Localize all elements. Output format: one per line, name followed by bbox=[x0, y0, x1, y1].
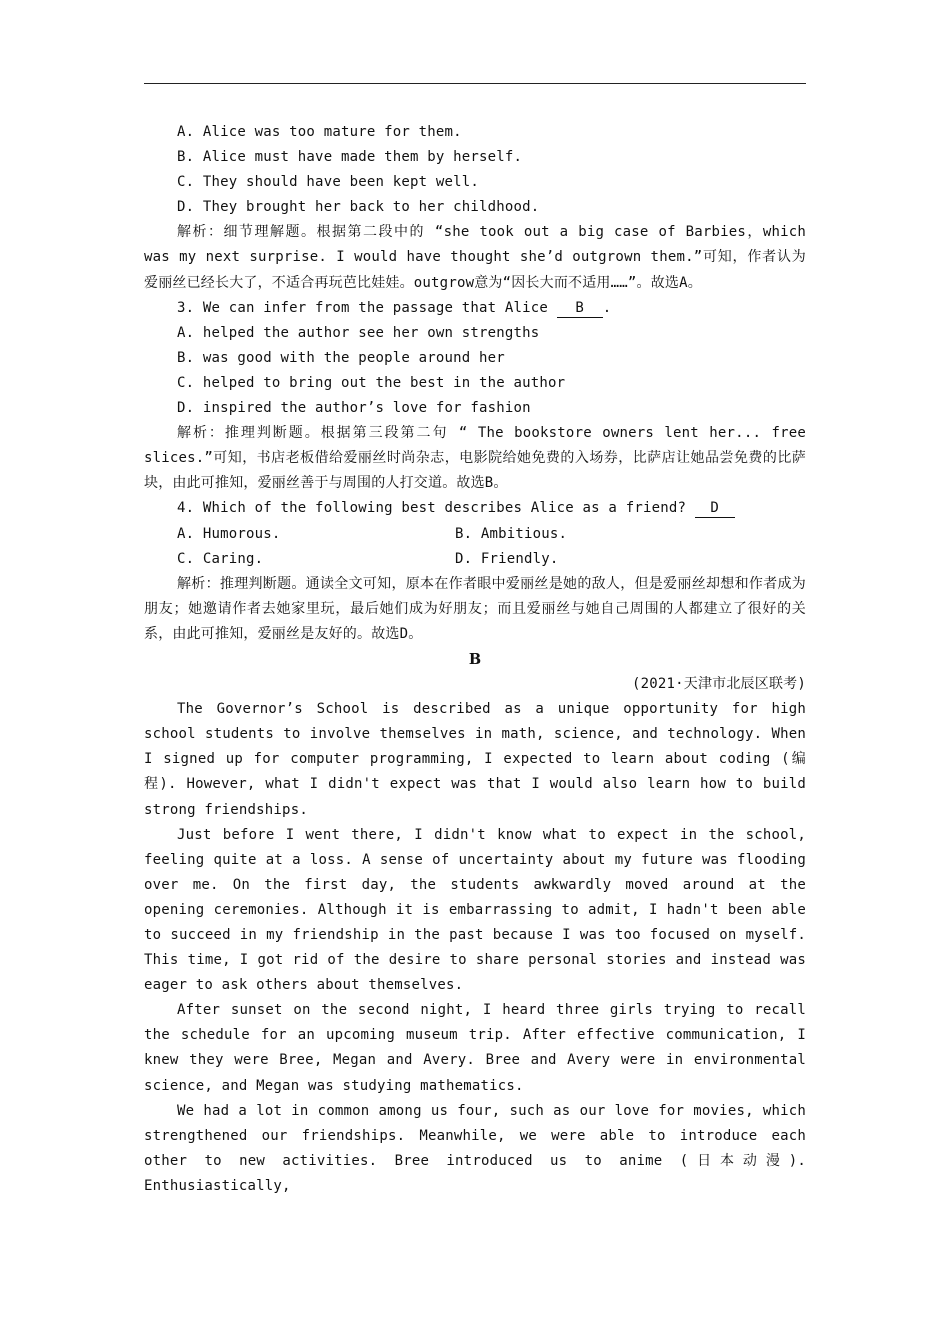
q4-option-b: B. Ambitious. bbox=[455, 525, 568, 542]
q3-stem-text: 3. We can infer from the passage that Alice bbox=[177, 299, 549, 316]
passage-paragraph-4: We had a lot in common among us four, such as our love for movies, which strengthened our friendships. Meanwhile, we were able to introduce each other to new activities. Bree introduced us to anime (日本动漫). Enthusiastically, bbox=[144, 1102, 806, 1194]
q2-analysis: 解析：细节理解题。根据第二段中的 “she took out a big case of Barbies，which was my next surprise. I would have thought she’d outgrown them.”可知，作者认为爱丽丝已经长大了，不适合再玩芭比娃娃。outgrow意为“因长大而不适用……”。故选A。 bbox=[144, 224, 806, 291]
q3-option-d: D. inspired the author’s love for fashion bbox=[177, 400, 531, 417]
q2-option-b: B. Alice must have made them by herself. bbox=[177, 149, 523, 166]
section-source: (2021·天津市北辰区联考) bbox=[631, 676, 806, 693]
q4-answer-blank: D bbox=[695, 499, 735, 518]
q3-answer-blank: B bbox=[557, 299, 603, 318]
q3-option-c: C. helped to bring out the best in the author bbox=[177, 374, 566, 391]
q2-option-c: C. They should have been kept well. bbox=[177, 174, 480, 191]
passage-paragraph-3: After sunset on the second night, I heard three girls trying to recall the schedule for an upcoming museum trip. After effective communication, I knew they were Bree, Megan and Avery. Bree and Avery were in environmental science, and Megan was studying mathematics. bbox=[144, 1002, 806, 1094]
passage-paragraph-1: The Governor’s School is described as a unique opportunity for high school students to involve themselves in math, science, and technology. When I signed up for computer programming, I expected to learn about coding (编程). However, what I didn't expect was that I would also learn how to build strong friendships. bbox=[144, 701, 806, 818]
q2-option-a: A. Alice was too mature for them. bbox=[177, 124, 462, 140]
header-rule bbox=[144, 83, 806, 84]
section-label: B bbox=[468, 650, 482, 668]
q4-options-row-2 bbox=[144, 547, 806, 572]
q3-option-b: B. was good with the people around her bbox=[177, 349, 505, 366]
q4-stem bbox=[144, 496, 806, 521]
q3-analysis: 解析：推理判断题。根据第三段第二句 “ The bookstore owners lent her... free slices.”可知，书店老板借给爱丽丝时尚杂志，电影院给她免费的入场券，比萨店让她品尝免费的比萨块，由此可推知，爱丽丝善于与周围的人打交道。故选B。 bbox=[144, 425, 806, 492]
q3-option-a: A. helped the author see her own strengths bbox=[177, 324, 540, 341]
q4-stem-text: 4. Which of the following best describes Alice as a friend? bbox=[177, 500, 687, 517]
q3-stem-end: . bbox=[602, 299, 612, 316]
q4-option-a: A. Humorous. bbox=[177, 525, 281, 542]
q4-option-c: C. Caring. bbox=[177, 550, 264, 567]
q4-analysis: 解析：推理判断题。通读全文可知，原本在作者眼中爱丽丝是她的敌人，但是爱丽丝却想和作者成为朋友；她邀请作者去她家里玩，最后她们成为好朋友；而且爱丽丝与她自己周围的人都建立了很好的关系，由此可推知，爱丽丝是友好的。故选D。 bbox=[144, 575, 806, 642]
q2-option-d: D. They brought her back to her childhood. bbox=[177, 199, 540, 216]
q3-stem bbox=[144, 296, 806, 321]
q4-options-row-1 bbox=[144, 522, 806, 547]
content-column bbox=[144, 120, 806, 1199]
q4-option-d: D. Friendly. bbox=[455, 550, 559, 567]
passage-paragraph-2: Just before I went there, I didn't know what to expect in the school, feeling quite at a loss. A sense of uncertainty about my future was flooding over me. On the first day, the students awkwardly moved around at the opening ceremonies. Although it is embarrassing to admit, I hadn't been able to succeed in my friendship in the past because I was too focused on myself. This time, I got rid of the desire to share personal stories and instead was eager to ask others about themselves. bbox=[144, 826, 806, 994]
